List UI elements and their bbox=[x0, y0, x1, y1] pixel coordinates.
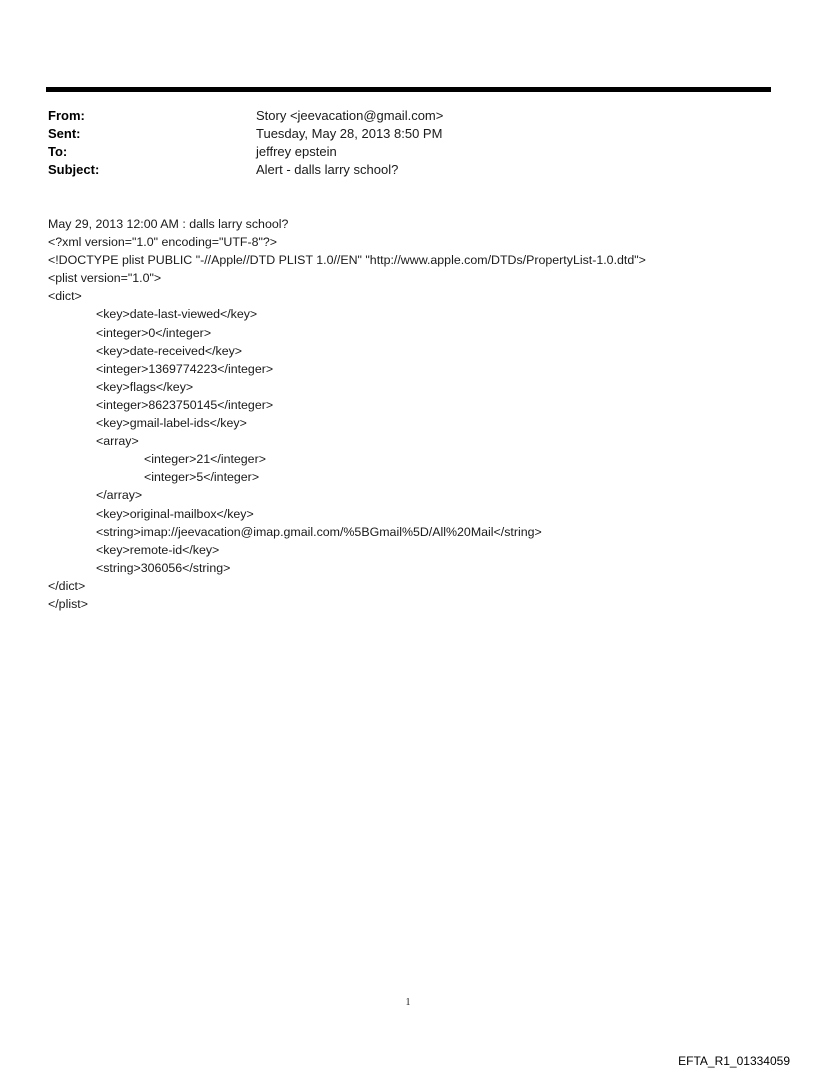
body-line: <key>date-last-viewed</key> bbox=[96, 307, 258, 322]
plist-close-line: </plist> bbox=[48, 596, 88, 611]
dict-close-line: </dict> bbox=[48, 578, 86, 593]
body-line: <integer>8623750145</integer> bbox=[96, 397, 274, 412]
header-divider-rule bbox=[46, 87, 771, 92]
dict-open-line: <dict> bbox=[48, 289, 82, 304]
to-row bbox=[48, 143, 748, 161]
body-line: <key>gmail-label-ids</key> bbox=[96, 416, 247, 431]
body-line: <integer>1369774223</integer> bbox=[96, 361, 274, 376]
body-line: <key>flags</key> bbox=[96, 379, 194, 394]
subject-value: Alert - dalls larry school? bbox=[256, 162, 399, 177]
alert-timestamp-line: May 29, 2013 12:00 AM : dalls larry school? bbox=[48, 217, 289, 231]
bates-number: EFTA_R1_01334059 bbox=[678, 1054, 790, 1068]
subject-row bbox=[48, 161, 748, 179]
body-line: <integer>5</integer> bbox=[144, 470, 260, 485]
doctype-line: <!DOCTYPE plist PUBLIC "-//Apple//DTD PLIST 1.0//EN" "http://www.apple.com/DTDs/PropertyList-1.0.dtd"> bbox=[48, 253, 646, 268]
body-line: <key>original-mailbox</key> bbox=[96, 506, 254, 521]
xml-declaration-line: <?xml version="1.0" encoding="UTF-8"?> bbox=[48, 235, 278, 250]
from-value: Story <jeevacation@gmail.com> bbox=[256, 108, 444, 123]
array-open-line: <array> bbox=[96, 434, 139, 449]
page-number: 1 bbox=[405, 997, 411, 1008]
email-body bbox=[48, 215, 788, 613]
subject-label: Subject: bbox=[48, 162, 100, 177]
body-line: <key>date-received</key> bbox=[96, 343, 243, 358]
to-value: jeffrey epstein bbox=[256, 144, 337, 159]
body-line: <string>306056</string> bbox=[96, 560, 231, 575]
array-close-line: </array> bbox=[96, 488, 143, 503]
email-header bbox=[48, 107, 748, 179]
body-line: <integer>21</integer> bbox=[144, 452, 266, 467]
sent-value: Tuesday, May 28, 2013 8:50 PM bbox=[256, 126, 443, 141]
to-label: To: bbox=[48, 144, 68, 159]
from-label: From: bbox=[48, 108, 85, 123]
sent-label: Sent: bbox=[48, 126, 81, 141]
plist-open-line: <plist version="1.0"> bbox=[48, 271, 162, 286]
body-line: <string>imap://jeevacation@imap.gmail.com/%5BGmail%5D/All%20Mail</string> bbox=[96, 524, 542, 539]
from-row bbox=[48, 107, 748, 125]
sent-row bbox=[48, 125, 748, 143]
body-line: <integer>0</integer> bbox=[96, 325, 212, 340]
body-line: <key>remote-id</key> bbox=[96, 542, 220, 557]
